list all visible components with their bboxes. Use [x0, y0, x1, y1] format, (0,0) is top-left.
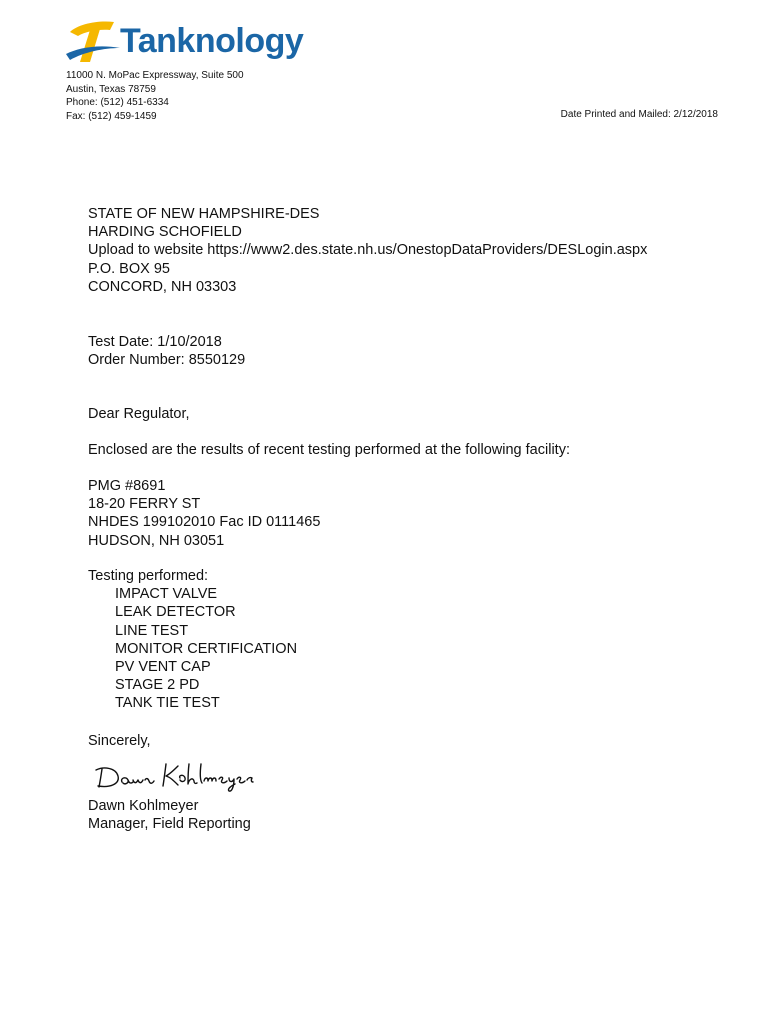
signer-block [88, 797, 251, 833]
signer-title: Manager, Field Reporting [88, 816, 251, 833]
testing-heading: Testing performed: [88, 568, 209, 584]
recipient-line: CONCORD, NH 03303 [88, 278, 237, 295]
address-line: 11000 N. MoPac Expressway, Suite 500 [66, 70, 244, 81]
signer-name: Dawn Kohlmeyer [88, 798, 199, 814]
testing-item: TANK TIE TEST [115, 695, 220, 712]
facility-line: 18-20 FERRY ST [88, 496, 201, 513]
handwritten-signature [90, 756, 260, 801]
closing: Sincerely, [88, 733, 151, 749]
recipient-line: STATE OF NEW HAMPSHIRE-DES [88, 206, 320, 222]
fax-line: Fax: (512) 459-1459 [66, 110, 157, 122]
testing-item: LINE TEST [115, 622, 189, 639]
testing-item: PV VENT CAP [115, 659, 211, 676]
intro-paragraph: Enclosed are the results of recent testing performed at the following facility: [88, 442, 570, 458]
facility-line: NHDES 199102010 Fac ID 0111465 [88, 514, 321, 531]
facility-line: PMG #8691 [88, 478, 166, 494]
testing-block [88, 567, 297, 713]
facility-block [88, 477, 320, 550]
phone-line: Phone: (512) 451-6334 [66, 97, 169, 108]
test-date: Test Date: 1/10/2018 [88, 334, 222, 350]
test-info [88, 333, 245, 369]
testing-item: IMPACT VALVE [115, 586, 218, 603]
order-number: Order Number: 8550129 [88, 352, 246, 369]
recipient-line: P.O. BOX 95 [88, 260, 170, 277]
address-line: Austin, Texas 78759 [66, 83, 156, 95]
salutation: Dear Regulator, [88, 406, 190, 422]
tanknology-logo-icon [64, 14, 124, 70]
testing-item: MONITOR CERTIFICATION [115, 640, 298, 657]
company-logo [64, 14, 344, 70]
company-name: Tanknology [120, 22, 304, 60]
recipient-website: Upload to website https://www2.des.state.nh.us/OnestopDataProviders/DESLogin.aspx [88, 242, 648, 259]
recipient-block [88, 205, 647, 296]
recipient-line: HARDING SCHOFIELD [88, 224, 242, 241]
date-printed: Date Printed and Mailed: 2/12/2018 [560, 109, 718, 120]
company-address [66, 69, 244, 123]
testing-item: LEAK DETECTOR [115, 604, 236, 621]
testing-item: STAGE 2 PD [115, 677, 200, 694]
facility-line: HUDSON, NH 03051 [88, 532, 225, 549]
